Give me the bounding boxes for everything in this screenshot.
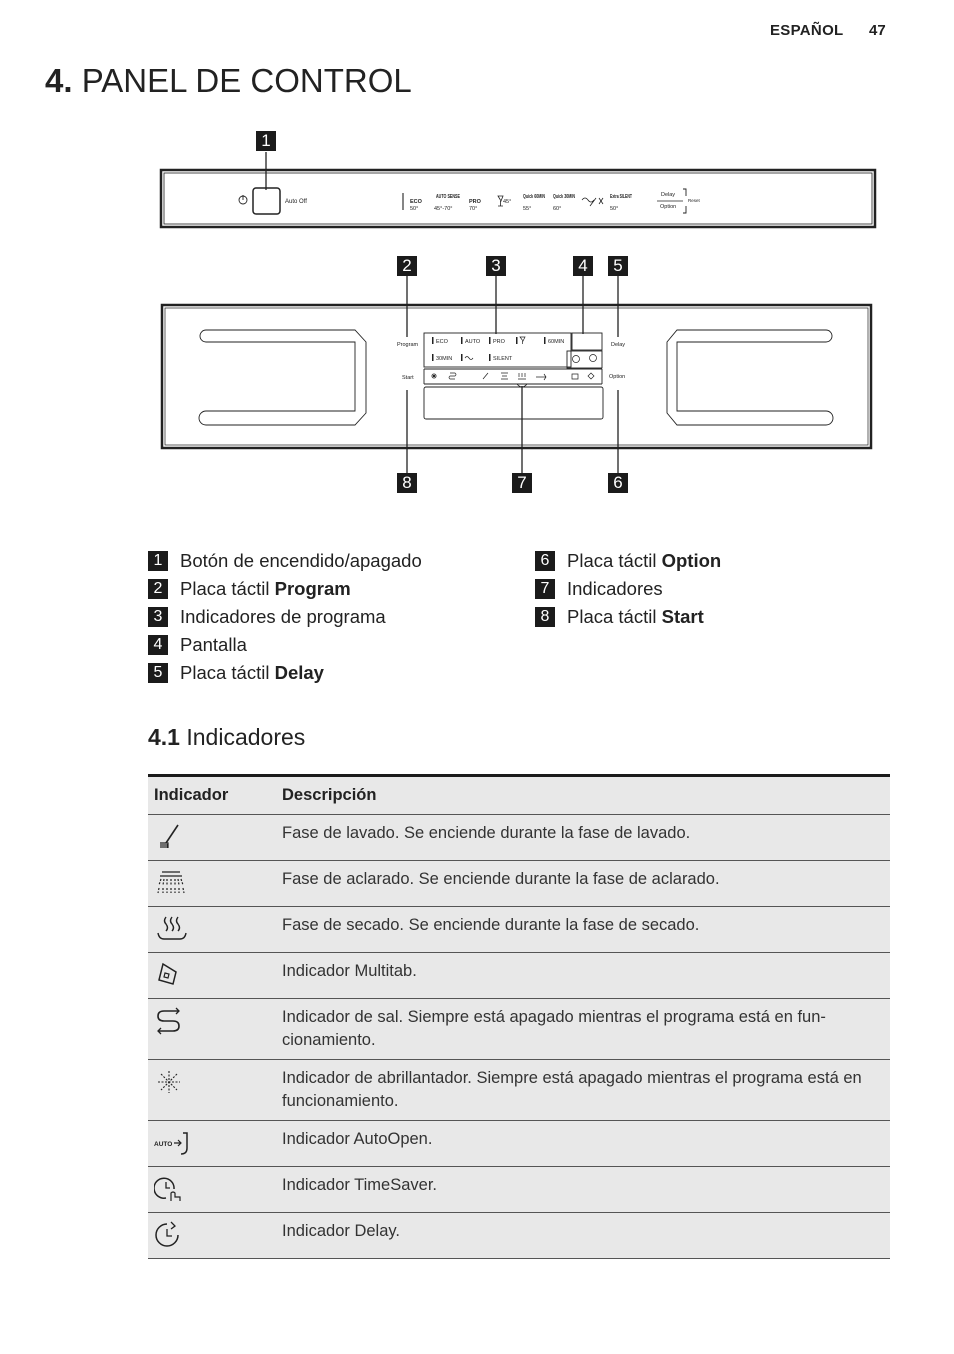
table-cell-description: Indicador Delay. xyxy=(276,1213,890,1259)
callout-3: 3 xyxy=(486,256,506,276)
table-row xyxy=(148,907,890,953)
front-program-label: Program xyxy=(397,342,419,348)
legend-text: Botón de encendido/apagado xyxy=(180,550,422,571)
legend-bold: Delay xyxy=(274,662,324,683)
front-delay-label: Delay xyxy=(611,342,626,348)
front-left-handle xyxy=(199,330,366,425)
table-header-row xyxy=(148,776,890,815)
top-program-eco-temp: 50° xyxy=(410,206,419,212)
table-row xyxy=(148,1213,890,1259)
table-cell-description: Indicador de abrillantador. Siempre está apagado mientras el programa está en funcionamiento. xyxy=(276,1060,890,1121)
subsection-text: Indicadores xyxy=(186,724,306,750)
top-panel-inner xyxy=(164,173,872,224)
subsection-number: 4.1 xyxy=(148,724,180,750)
legend-item xyxy=(535,606,704,628)
table-header-description: Descripción xyxy=(276,776,890,815)
legend-bold: Start xyxy=(661,606,704,627)
front-ind-silent: SILENT xyxy=(493,356,513,362)
delay-icon xyxy=(154,1220,184,1250)
top-program-eco: ECO xyxy=(410,199,422,205)
callout-5: 5 xyxy=(608,256,628,276)
top-program-quick30: Quick 30MIN xyxy=(553,194,576,200)
front-timesaver-icon xyxy=(573,356,580,363)
callout-2: 2 xyxy=(397,256,417,276)
top-reset-label: Reset xyxy=(688,198,700,203)
legend-number: 7 xyxy=(535,579,555,599)
table-row xyxy=(148,1060,890,1121)
top-panel xyxy=(161,170,875,227)
salt-icon xyxy=(154,1006,184,1036)
legend-item xyxy=(535,550,721,572)
table-cell-description: Indicador AutoOpen. xyxy=(276,1121,890,1167)
legend-text: Pantalla xyxy=(180,634,247,655)
wash-phase-icon xyxy=(154,822,184,852)
top-program-silent-temp: 50° xyxy=(610,206,619,212)
top-program-45: 45° xyxy=(503,199,512,205)
dry-phase-icon xyxy=(154,914,188,944)
table-header-indicator: Indicador xyxy=(148,776,276,815)
front-program-indicator-box xyxy=(424,333,571,367)
top-program-auto: AUTO SENSE xyxy=(436,194,461,200)
legend-number: 6 xyxy=(535,551,555,571)
power-button-shape xyxy=(253,188,280,214)
top-program-labels xyxy=(410,194,632,212)
legend-item xyxy=(148,634,247,656)
front-ind-30min: 30MIN xyxy=(436,356,453,362)
table-row xyxy=(148,999,890,1060)
legend-bold: Option xyxy=(661,550,722,571)
top-delay-label: Delay xyxy=(661,192,676,198)
table-row xyxy=(148,1121,890,1167)
page-title xyxy=(45,62,412,100)
section-number: 4. xyxy=(45,62,73,99)
top-auto-off-label: Auto Off xyxy=(285,199,307,205)
front-lower-display xyxy=(424,387,603,419)
legend-number: 1 xyxy=(148,551,168,571)
front-option-label: Option xyxy=(609,374,626,380)
legend-text: Placa táctil xyxy=(567,550,662,571)
callout-6: 6 xyxy=(608,473,628,493)
legend-bold: Program xyxy=(274,578,351,599)
legend-item xyxy=(148,662,324,684)
table-cell-description: Fase de lavado. Se enciende durante la fase de lavado. xyxy=(276,815,890,861)
front-panel xyxy=(162,305,871,448)
legend-item xyxy=(148,578,351,600)
table-row xyxy=(148,1167,890,1213)
front-ind-auto: AUTO xyxy=(465,339,481,345)
rinse-aid-icon xyxy=(154,1067,184,1097)
top-program-pro-temp: 70° xyxy=(469,206,478,212)
section-title: PANEL DE CONTROL xyxy=(81,62,412,99)
legend-number: 4 xyxy=(148,635,168,655)
legend-text: Indicadores xyxy=(567,578,663,599)
legend-item xyxy=(148,606,386,628)
front-phase-icons xyxy=(431,373,594,380)
legend-number: 2 xyxy=(148,579,168,599)
subsection-title xyxy=(148,724,305,751)
top-rinse-aid-icon xyxy=(582,198,603,206)
table-cell-description: Fase de secado. Se enciende durante la fase de secado. xyxy=(276,907,890,953)
table-cell-description: Indicador Multitab. xyxy=(276,953,890,999)
page-number: 47 xyxy=(869,22,886,39)
callout-8: 8 xyxy=(397,473,417,493)
top-program-pro: PRO xyxy=(469,199,481,205)
legend-number: 5 xyxy=(148,663,168,683)
table-cell-description: Indicador TimeSaver. xyxy=(276,1167,890,1213)
top-program-auto-temp: 45°-70° xyxy=(434,206,453,212)
front-panel-frame xyxy=(162,305,871,448)
table-row xyxy=(148,861,890,907)
table-row xyxy=(148,815,890,861)
callout-7: 7 xyxy=(512,473,532,493)
legend-text: Placa táctil xyxy=(180,662,275,683)
front-display xyxy=(572,333,602,350)
callout-1: 1 xyxy=(256,131,276,151)
top-option-label: Option xyxy=(660,204,677,210)
front-right-handle xyxy=(667,330,833,425)
autoopen-icon xyxy=(154,1128,194,1158)
multitab-icon xyxy=(154,960,184,990)
table-row xyxy=(148,953,890,999)
front-delay-icon xyxy=(590,355,597,362)
callout-4: 4 xyxy=(573,256,593,276)
front-ind-pro: PRO xyxy=(493,339,505,345)
power-symbol-icon xyxy=(239,196,247,204)
legend-text: Placa táctil xyxy=(180,578,275,599)
front-ind-eco: ECO xyxy=(436,339,448,345)
legend-text: Placa táctil xyxy=(567,606,662,627)
legend-item xyxy=(535,578,663,600)
table-cell-description: Fase de aclarado. Se enciende durante la fase de aclarado. xyxy=(276,861,890,907)
front-start-label: Start xyxy=(402,375,414,381)
header-language: ESPAÑOL xyxy=(770,22,844,39)
rinse-phase-icon xyxy=(154,868,188,898)
top-panel-frame xyxy=(161,170,875,227)
legend-number: 8 xyxy=(535,607,555,627)
timesaver-icon xyxy=(154,1174,184,1204)
table-cell-description: Indicador de sal. Siempre está apagado mientras el programa está en fun-cionamiento. xyxy=(276,999,890,1060)
autoopen-label: AUTO xyxy=(154,1141,173,1148)
legend-number: 3 xyxy=(148,607,168,627)
top-program-silent: Extra SILENT xyxy=(610,194,633,200)
top-program-quick30-temp: 60° xyxy=(553,206,562,212)
legend-text: Indicadores de programa xyxy=(180,606,386,627)
front-ind-60min: 60MIN xyxy=(548,339,565,345)
top-glass-icon xyxy=(498,196,503,206)
top-program-quick60-temp: 55° xyxy=(523,206,532,212)
legend-item xyxy=(148,550,422,572)
top-program-quick60: Quick 60MIN xyxy=(523,194,546,200)
indicators-table xyxy=(148,774,890,1259)
